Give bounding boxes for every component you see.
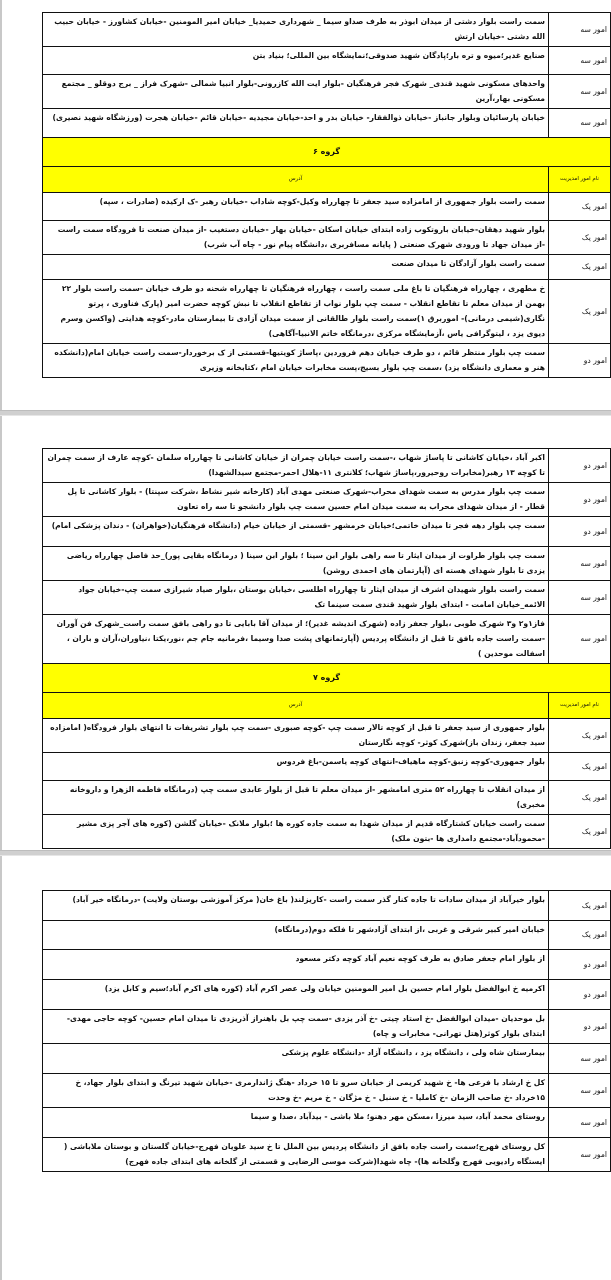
address-cell: اکبر آباد ،خیابان کاشانی تا پاساژ شهاب ،-سمت راست خیابان چمران از خیابان کاشانی تا چهارراه سلمان -کوچه عارف از سمت چمران تا کوچه ۱۳ رهبر(مخابرات روحیرور،پاساژ شهاب؛ کلانتری ۱۱-هلال احمر-مجتمع سیدالشهدا) (43, 449, 549, 483)
table-row (43, 280, 611, 344)
unit-cell: امور دو (549, 950, 611, 980)
table-row (43, 781, 611, 815)
page-break (0, 850, 611, 856)
address-cell: سمت راست بلوار آزادگان تا میدان صنعت (43, 255, 549, 280)
address-cell: سمت راست بلوار دشتی از میدان ابوذر به طرف صداو سیما _ شهرداری حمیدیا_ خیابان امیر المومنین -خیابان کشاورز - خیابان حبیب الله دشتی -خیابان ارتش (43, 13, 549, 47)
unit-cell: امور سه (549, 75, 611, 109)
unit-cell: امور یک (549, 815, 611, 849)
group-title: گروه ۷ (43, 664, 611, 693)
table-header-row (43, 167, 611, 193)
address-cell: خیابان پارسائیان وبلوار جانباز -خیابان ذوالفقار- خیابان بدر و احد-خیابان مجیدیه -خیابان قائم -خیابان هجرت (ورزشگاه شهید نصیری) (43, 109, 549, 138)
address-cell: صنایع غدیر؛میوه و تره بار؛پادگان شهید صدوقی؛نمایشگاه بین المللی؛ بنیاد بتن (43, 47, 549, 75)
unit-cell: امور سه (549, 547, 611, 581)
unit-cell: امور سه (549, 1044, 611, 1074)
address-cell: بیمارستان شاه ولی ، دانشگاه یزد ، دانشگاه آزاد -دانشگاه علوم پزشکی (43, 1044, 549, 1074)
unit-cell: امور سه (549, 47, 611, 75)
header-unit: نام امور امدیریت (549, 693, 611, 719)
address-cell: بل موحدیان -میدان ابوالفضل -خ استاد چیتی -خ آذر یزدی -سمت چپ بل باهنراز آذریزدی تا میدان امام حسین- کوچه حاجی مهدی- ابتدای بلوار کوثر(هتل تهرانی- مخابرات و چاه) (43, 1010, 549, 1044)
table-row (43, 221, 611, 255)
unit-cell: امور یک (549, 193, 611, 221)
outage-table-page2 (42, 448, 611, 849)
unit-cell: امور دو (549, 517, 611, 547)
address-cell: بلوار جمهوری از سید جعفر تا قبل از کوچه تالار سمت چپ -کوچه صبوری -سمت چپ بلوار تشریفات تا انتهای بلوار فرودگاه( امامزاده سید جعفر، زندان باز)شهرک کوثر- کوچه نگارستان (43, 719, 549, 753)
address-cell: سمت راست بلوار شهیدان اشرف از میدان ایثار تا چهارراه اطلسی ،خیابان بوستان ،بلوار صیاد شیرازی سمت چپ-خیابان جواد الائمه_خیابان امامت - ابتدای بلوار شهید قندی سمت سینما تک (43, 581, 549, 615)
address-cell: فاز۱و۲ و۳ شهرک طوبی ،بلوار جعفر زاده (شهرک اندیشه غدیر)؛ از میدان آقا بابایی تا دو راهی بافق سمت راست_شهرک فن آوران -سمت راست جاده بافق تا قبل از دانشگاه پردیس (آپارتمانهای پشت صدا وسیما ،فرمانیه جام جم ،نور،یکتا ،نیاوران،آران و باران ، اسفالت موحدین ) (43, 615, 549, 664)
address-cell: خ مطهری ، چهارراه فرهنگیان تا باغ ملی سمت راست ، چهارراه فرهنگیان تا چهارراه شحنه دو طرف خیابان -سمت راست بلوار ۲۲ بهمن از میدان معلم تا تقاطع انقلاب - سمت چپ بلوار نواب از تقاطع انقلاب تا نبش کوچه حضرت امیر (پارک فناوری ، پرتو نگاری(شیمی درمانی)- اموربرق ۱)سمت راست بلوار طالقانی از سمت میدان آزادی تا بیمارستان مادر-کوچه هدایتی (واکسن وسرم دیوی یزد ، لیتوگرافی یاس ،آزمایشگاه مرکزی ،درمانگاه خاتم الانبیا-آگاهی) (43, 280, 549, 344)
header-address: آدرس (43, 693, 549, 719)
table-header-row (43, 693, 611, 719)
table-row (43, 1138, 611, 1172)
address-cell: سمت راست بلوار جمهوری از امامزاده سید جعفر تا چهارراه وکیل-کوچه شاداب -خیابان رهبر -ک ارکیده (صادرات ، سپه) (43, 193, 549, 221)
unit-cell: امور یک (549, 921, 611, 950)
table-row (43, 581, 611, 615)
outage-table-page1 (42, 12, 611, 378)
table-row (43, 547, 611, 581)
table-row (43, 980, 611, 1010)
table-row (43, 753, 611, 781)
page-break (0, 410, 611, 416)
table-row (43, 47, 611, 75)
table-row (43, 13, 611, 47)
unit-cell: امور سه (549, 1074, 611, 1108)
unit-cell: امور یک (549, 280, 611, 344)
address-cell: از میدان انقلاب تا چهارراه ۵۲ متری امامشهر -از میدان معلم تا قبل از بلوار عابدی سمت چپ (درمانگاه فاطمه الزهرا و داروخانه مخبری) (43, 781, 549, 815)
table-row (43, 109, 611, 138)
table-row (43, 1044, 611, 1074)
table-row (43, 449, 611, 483)
header-address: آدرس (43, 167, 549, 193)
table-row (43, 483, 611, 517)
unit-cell: امور سه (549, 1138, 611, 1172)
unit-cell: امور دو (549, 483, 611, 517)
header-unit: نام امور امدیریت (549, 167, 611, 193)
outage-table-page3 (42, 890, 611, 1172)
table-row (43, 719, 611, 753)
address-cell: بلوار جمهوری-کوچه زنبق-کوچه ماهیاف-انتهای کوچه یاسمن-باغ فردوس (43, 753, 549, 781)
address-cell: از بلوار امام جعفر صادق به طرف کوچه نعیم آباد کوچه دکتر مسعود (43, 950, 549, 980)
unit-cell: امور سه (549, 13, 611, 47)
address-cell: سمت چپ بلوار دهه فجر تا میدان خاتمی؛خیابان خرمشهر -قسمتی از خیابان خیام (دانشگاه فرهنگیان(خواهران) - دندان پزشکی امام) (43, 517, 549, 547)
unit-cell: امور دو (549, 344, 611, 378)
address-cell: بلوار خیرآباد از میدان سادات تا جاده کنار گذر سمت راست -کاریزلند( باغ خان( مرکز آموزشی بوستان ولایت) -درمانگاه خیر آباد) (43, 891, 549, 921)
address-cell: کل خ ارشاد با فرعی ها- خ شهید کریمی از خیابان سرو تا ۱۵ خرداد -هتگ ژاندارمری -خیابان شهید تیرنگ و ابتدای بلوار جهاد، خ ۱۵خرداد -خ صاحب الزمان -خ کاملیا - خ سنبل - خ مژگان - خ مریم -خ وحدت (43, 1074, 549, 1108)
group-title: گروه ۶ (43, 138, 611, 167)
unit-cell: امور یک (549, 781, 611, 815)
table-row (43, 517, 611, 547)
unit-cell: امور دو (549, 1010, 611, 1044)
unit-cell: امور سه (549, 1108, 611, 1138)
table-row (43, 1074, 611, 1108)
unit-cell: امور یک (549, 221, 611, 255)
unit-cell: امور سه (549, 581, 611, 615)
table-row (43, 1010, 611, 1044)
table-row (43, 891, 611, 921)
unit-cell: امور یک (549, 719, 611, 753)
page-left-edge (0, 0, 2, 1280)
unit-cell: امور یک (549, 255, 611, 280)
address-cell: سمت چپ بلوار مدرس به سمت شهدای محراب-شهرک صنعتی مهدی آباد (کارخانه شیر نشاط ،شرکت سپنتا) - بلوار کاشانی تا پل قطار - از میدان شهدای محراب به سمت میدان امام حسین سمت چپ بلوار دانشجو تا سه راه تعاون (43, 483, 549, 517)
unit-cell: امور دو (549, 980, 611, 1010)
table-row (43, 921, 611, 950)
table-row (43, 815, 611, 849)
unit-cell: امور یک (549, 891, 611, 921)
address-cell: اکرمیه خ ابوالفضل بلوار امام حسین بل امیر المومنین خیابان ولی عصر اکرم آباد (کوره های اکرم آباد؛سیم و کابل یزد) (43, 980, 549, 1010)
address-cell: واحدهای مسکونی شهید قندی_ شهرک فجر فرهنگیان -بلوار ایت الله کازرونی-بلوار انبیا شمالی -شهرک فراز _ برج دوقلو _ مجتمع مسکونی بهار،آرین (43, 75, 549, 109)
unit-cell: امور یک (549, 753, 611, 781)
table-row (43, 615, 611, 664)
table-row (43, 193, 611, 221)
unit-cell: امور دو (549, 449, 611, 483)
address-cell: روستای محمد آباد، سید میرزا ،مسکن مهر دهنو؛ ملا باشی - بیدآباد ،صدا و سیما (43, 1108, 549, 1138)
table-row (43, 75, 611, 109)
table-row (43, 1108, 611, 1138)
table-row (43, 255, 611, 280)
group-title-row (43, 664, 611, 693)
address-cell: سمت چپ بلوار منتظر قائم ، دو طرف خیابان دهم فروردین ،پاساژ کویتیها-قسمتی از ک برخوردار-سمت راست خیابان امام(دانشکده هنر و معماری دانشگاه یزد) ،سمت چپ بلوار بسیج،پست مخابرات خیابان امام ،کتابخانه وزیری (43, 344, 549, 378)
table-row (43, 344, 611, 378)
unit-cell: امور سه (549, 109, 611, 138)
address-cell: خیابان امیر کبیر شرقی و غربی ،از ابتدای آزادشهر تا فلکه دوم(درمانگاه) (43, 921, 549, 950)
group-title-row (43, 138, 611, 167)
address-cell: سمت راست خیابان کشتارگاه قدیم از میدان شهدا به سمت جاده کوره ها ؛بلوار ملانک -خیابان گلشن (کوره های آجر پزی مشیر -محمودآباد-مجتمع دامداری ها -بتون ملک) (43, 815, 549, 849)
unit-cell: امور سه (549, 615, 611, 664)
address-cell: بلوار شهید دهقان-خیابان باروتکوب زاده ابتدای خیابان اسکان -خیابان بهار -خیابان دستغیب -از میدان صنعت تا فرودگاه سمت راست -از میدان جهاد تا ورودی شهرک صنعتی ( پایانه مسافربری ،دانشگاه پیام نور - چاه آب شرب) (43, 221, 549, 255)
table-row (43, 950, 611, 980)
address-cell: سمت چپ بلوار طراوت از میدان ایثار تا سه راهی بلوار ابن سینا ؛ بلوار ابن سینا ( درمانگاه بقایی پور)_حد فاصل چهارراه ریاضی یزدی تا بلوار شهدای هسته ای (آپارتمان های احمدی روشن) (43, 547, 549, 581)
address-cell: کل روستای فهرج؛سمت راست جاده بافق از دانشگاه پردیس بین الملل تا خ سید علویان فهرج-خیابان گلستان و بوستان ملاباشی ( ایستگاه رادیویی فهرج وگلخانه ها)- چاه شهدا(شرکت موسی الرضایی و قسمتی از گلخانه های ابتدای جاده فهرج) (43, 1138, 549, 1172)
